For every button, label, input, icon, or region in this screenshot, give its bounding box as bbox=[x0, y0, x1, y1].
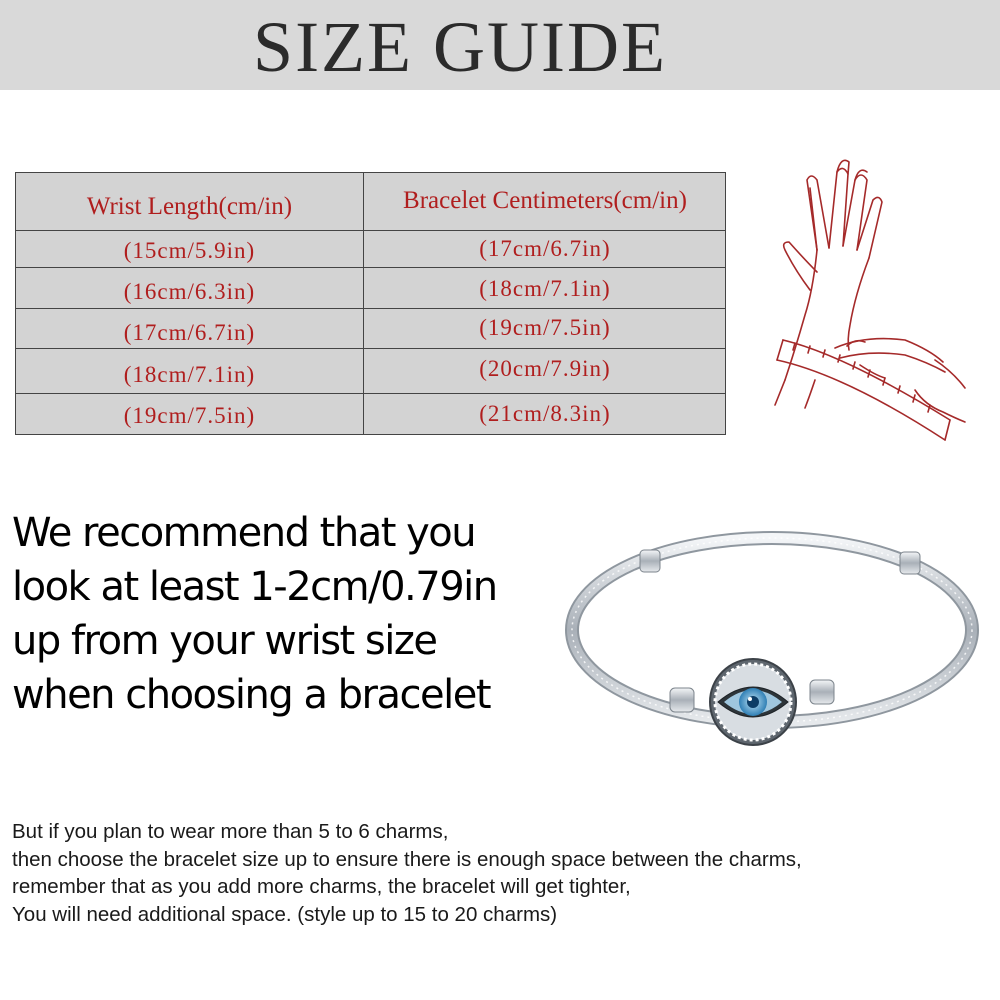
table-row bbox=[16, 349, 725, 394]
bracelet-icon bbox=[560, 520, 990, 780]
note-line: remember that as you add more charms, the bracelet will get tighter, bbox=[12, 875, 631, 898]
bracelet-cell: (19cm/7.5in) bbox=[479, 314, 611, 340]
bracelet-cell: (17cm/6.7in) bbox=[479, 236, 611, 261]
wrist-cell: (18cm/7.1in) bbox=[123, 362, 256, 387]
header-bracelet-size: Bracelet Centimeters(cm/in) bbox=[403, 187, 687, 214]
bracelet-cell: (21cm/8.3in) bbox=[479, 401, 611, 426]
note-line: But if you plan to wear more than 5 to 6 charms, bbox=[12, 820, 449, 843]
wrist-cell: (16cm/6.3in) bbox=[123, 279, 256, 304]
recommendation-line: up from your wrist size bbox=[12, 618, 437, 664]
page-title: SIZE GUIDE bbox=[253, 7, 667, 87]
size-table bbox=[15, 172, 726, 435]
wrist-cell: (17cm/6.7in) bbox=[123, 319, 256, 345]
wrist-cell: (19cm/7.5in) bbox=[123, 403, 256, 428]
note-line: then choose the bracelet size up to ensure there is enough space between the charms, bbox=[12, 847, 802, 871]
header-wrist-length: Wrist Length(cm/in) bbox=[86, 192, 293, 220]
hand-sketch-icon bbox=[755, 150, 980, 450]
table-row bbox=[16, 394, 725, 434]
table-row bbox=[16, 268, 725, 309]
table-row bbox=[16, 231, 725, 268]
note-line: You will need additional space. (style up to 15 to 20 charms) bbox=[12, 902, 558, 926]
wrist-cell: (15cm/5.9in) bbox=[123, 238, 256, 263]
recommendation-text bbox=[12, 506, 572, 722]
recommendation-line: when choosing a bracelet bbox=[12, 672, 491, 718]
bracelet-product-image bbox=[560, 520, 990, 780]
recommendation-line: look at least 1-2cm/0.79in bbox=[12, 564, 497, 610]
bracelet-cell: (18cm/7.1in) bbox=[479, 276, 611, 301]
table-row bbox=[16, 309, 725, 349]
charm-notes bbox=[12, 818, 997, 928]
hand-measuring-illustration bbox=[755, 150, 980, 450]
bracelet-cell: (20cm/7.9in) bbox=[479, 356, 611, 381]
header-banner bbox=[0, 0, 1000, 90]
table-header-row bbox=[16, 173, 725, 231]
recommendation-line: We recommend that you bbox=[12, 510, 476, 556]
